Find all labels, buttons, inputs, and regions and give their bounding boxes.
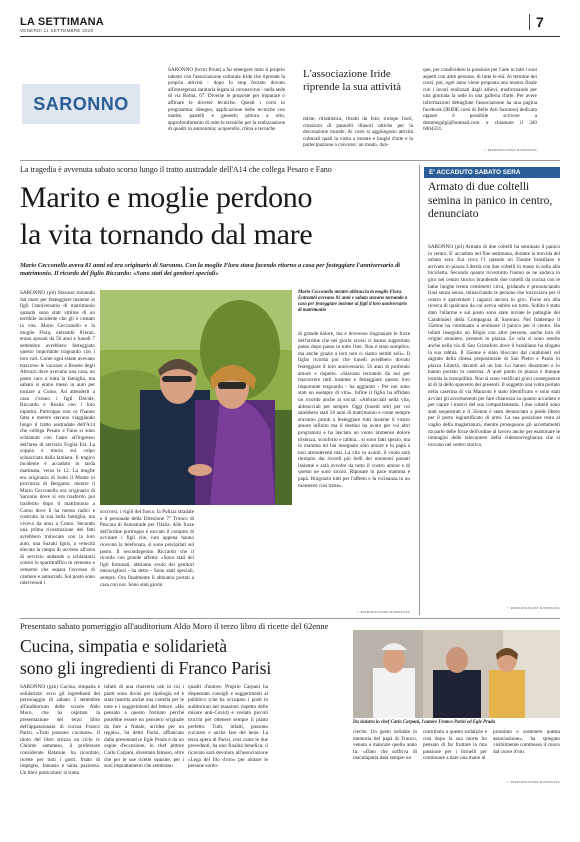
bottom-story-col5: contributo a questo sodalizio e così dopo la sua morte ho pensato di far fruttare la mia passione per i fornelli per continuare a dare una mano al: [423, 729, 487, 762]
main-story-col1: SARONNO (pil) Stavano tornando dal mare per festeggiare insieme ai figli l'anniversario di matrimonio quando sono stati vittime di un terribile incidente che gli è costato la vita. Mario Cecconello e la moglie Flora, entrambi 81enni, erano sposati da 56 anni e lunedì 7 settembre avrebbero festeggiato questo importante traguardo con i loro cari. Come ogni estate avevano trascorso le vacanze a Roseto degli Abruzzi dove avevano una casa, un posto caro a tutta la famiglia, ma sabato si erano messi in auto per tornare a Como. Ad attenderli a casa c'erano i figli Davide, Riccardo e Rosita con i loro nipotini. Purtroppo non ce l'hanno fatta e mentre stavano viaggiando lungo il tratto austradale dell'A14 che collega Pesaro e Fano si sono schiantati con l'auto all'ingresso dell'area di servizio Foglia Est. La coppia è morta sul colpo schiacciata dalla lamiera. Il tragico incidente è accaduto in tarda mattinata, verso le 12. La moglie era originaria di Sotto il Monte in provincia di Bergamo, mentre il Mario Cecconello era originario di Saronno dove si era trasferito poi trasferito dopo il matrimonio a Como dove li ha messo radici e costruito la sua bella famiglia, ma viveva da anni a Como. Secondo una prima ricostruzione dei fatti avrebbero trubocato con la loro auto, una Suzuki Ignis, a velocità elevata la rampa di accesso all'area di servizio andando a schiantarsi contro lo spartitraffico in cemento e cemento che separa l'accesso di cantiere e autostradi. Sul posto sono intervenuti i: [20, 290, 95, 587]
bottom-story-col4: cieche. Un gesto solidale in memoria del papà di Franco, venuto a mancare quello anno fa: «Dato che soffriva di maculopatia data sempre un: [353, 729, 417, 762]
divider-vertical: [419, 165, 420, 615]
header-rule: [20, 36, 560, 37]
side-story-tag: E' ACCADUTO SABATO SERA: [424, 167, 560, 178]
bottom-story-headline-line2: sono gli ingredienti di Franco Parisi: [20, 658, 272, 678]
bottom-story-col6: prossimo e sostenere questa associazione», ha spiegato visibilmente commosso il cuoco dal cuore d'oro.: [493, 729, 560, 755]
chefs-photo-caption: Da sinistra lo chef Carlo Carpani, l'autore Franco Parisi ed Egle Prada: [353, 720, 496, 725]
page-number: 7: [536, 14, 544, 30]
newspaper-logo: LA SETTIMANA: [20, 16, 104, 28]
top-story-credit: © RIPRODUZIONE RISERVATA: [483, 148, 537, 152]
top-story-col2: miste; ritrattistica, ritratti da foto; trompe l'oeil, creazioni di pannelli illusori ottiche per la decorazione murale. Ai corsi si aggiungono attività culturali quali la visita a mostre e luoghi d'arte e la partecipazione a concorsi; un modo, dun-: [303, 116, 413, 149]
top-story-col1: SARONNO (bcm) Pronti a far emergere tutto il proprio talento con l'associazione culturale Iride che riprende la propria attività - dopo lo stop forzato dovuto all'emergenza sanitaria legata al coronavirus - nella sede di via Roma, 67. Diverse le proposte per imparare o affinare le diverse tecniche. Questi i corsi in programma: disegno, applicazione delle tecniche con matite, pastelli e gessetti; pittura a olio, approfondimento di tutte le tecniche per la realizzazione di quadri in autonomia; acquerello, china e tecniche: [168, 67, 285, 133]
main-story-kicker: La tragedia è avvenuta sabato scorso lungo il tratto austradale dell'A14 che collega Pesaro e Fano: [20, 165, 332, 174]
main-story-headline-line2: la vita tornando dal mare: [20, 218, 313, 251]
chefs-photo: [353, 630, 560, 718]
bottom-story-col2: infatti di una chiavetta usb in cui i piatti sono divisi per tipologia ed è stata inserita anche una cartella per le note e i suggerimenti del lettore. «Ho pensato a questo formato perché potrebbe essere un pensiero originale da fare a Natale, un'idea per un regalo», ha detto Parisi, affiancato dalla presentatrice Egle Prada e da un ospite d'eccezione, lo chef pittore Carlo Carpani, diventato famoso, oltre che per le sue ricette squisite, per i suoi impiattamenti che sembrano: [104, 684, 184, 770]
top-story-col3: que, per condividere la passione per l'arte in tutti i suoi aspetti con altre persone, di tutte le età. Al termine dei corsi, poi, ogni anno viene proposta una mostra finale con i lavori realizzati dagli allievi, trasformando per una giornata la sede in una galleria d'arte. Per avere informazioni dettagliate l'associazione ha una pagina facebook (IRIDE corsi di Belle Arti Saronno) dedicata oppure è possibile scrivere a demmegalgi@hotmail.com o chiamare il 340 6004331.: [423, 67, 537, 133]
section-tag-box: [22, 84, 140, 124]
divider-top: [20, 160, 560, 161]
side-story-text: SARONNO (pil) Armato di due coltelli ha seminato il panico in centro. E' accaduto nel fine settimana, durante la movida del sabato sera. Era circa l'1 quando un 35enne brasiliano è arrivato in piazza Libertà con due coltelli in mano in sella alla bicicletta. Secondo quanto ricostruito l'uomo se ne andava in giro nel centro storico brandendo due coltelli da cucina con le lame lunghe trenta centimetri circa, gridando e pronunciando frasi senza senso, minacciando le persone che incrociava per il centro e spaventare i ragazzi ancora in giro. Forse era alla ricerca di qualcuno da cui aveva subito un torto. Subito è stato dato l'allarme e sul posto sono state inviate le pattuglie dei Carabinieri della Compagnia di Saronno. Nel frattempo il 35enne ha continuato a seminare il panico per il centro. Ha infatti inseguito un Bilgio con altre persone, anche loro di origini straniere, presenti in piazza. Le urla si sono sentite anche nella via di San Cristoforo dove il brasiliano ha sfogato la sua rabbia. Il 35enne è stato bloccato dai carabinieri sul sagrato della chiesa prepositurale di San Pietro e Paolo in piazza Libertà, davanti ad un bar. Lo hanno disarmato e lo hanno portato in caserma. A quel punto in piazza è dunque tornata la tranquillità. Non si sono verificati gravi conseguenze al di là dello spavento dei presenti. Il soggetto una volta portato nella caserma di via Manzoni è stato identificato e sono stati avviati gli accertamenti per fare chiarezza su quanto accaduto e per capire i motivi del suo comportamento. I due coltelli sono stati sequestrati e il 35enne è stato denunciato a piede libero per il porto ingiustificato di armi. La sua posizione resta al vaglio della magistratura, mentre proseguono gli accertamenti da parte delle forze dell'ordine al lavoro anche per esaminare le immagini delle telecamere della videosorveglianza che si trovano nel centro storico.: [428, 244, 560, 448]
bottom-story-col1: SARONNO (gzn) Cucina, simpatia e solidarietà: ecco gli ingredienti del personaggio di sabato 5 settembre all'auditorium delle scuole Aldo Moro, che ha ospitato la presentazione del terzo libro dell'appassionato di cucina Franco Parisi. «Tutti possono cucinare». Il titolo del libro strizza un ciclo tv Chiome sammeso, il professore considerate Ratatuie, ha ricordato, ricette per tutti i gusti, frutto di impegno, fantasia e tanta pazienza. Un libro particolare: si tratta: [20, 684, 100, 776]
bottom-story-credit: © RIPRODUZIONE RISERVATA: [506, 780, 560, 784]
page-number-divider: [529, 14, 530, 30]
section-tag: SARONNO: [33, 94, 129, 114]
couple-photo-caption: Mario Cecconello mentre abbraccia la moglie Flora. Entrambi avevano 81 anni e sabato stavano tornando a casa per festeggiare insieme ai figli il loro anniversario di matrimonio: [298, 290, 408, 313]
bottom-story-headline-line1: Cucina, simpatia e solidarietà: [20, 636, 228, 656]
top-story-headline: L'associazione Iride riprende la sua attività: [303, 68, 402, 93]
divider-bottom: [20, 618, 560, 619]
side-story-headline: Armato di due coltelli semina in panico in centro, denunciato: [428, 181, 553, 220]
main-story-credit: © RIPRODUZIONE RISERVATA: [356, 610, 410, 614]
bottom-story-col3: quadri d'autore. Proprio Carpani ha dispensato consigli e suggerimenti al pubblico (che ha occupato i posti in auditorium nel massimo rispetto delle misure anti-Covid) e svelato piccoli trucchi per ottenere sempre il piatto perfetto. Tutti, infatti, possono cucinare e anche fare del bene. La terza opera di Parisi, così come le due precedenti, ha uno finalità benefica: il ricavato sarà devoluto all'associazione «Lega del filo d'oro» per aiutare le persone sordo-: [188, 684, 268, 770]
main-story-col2: soccorsi, i vigili del fuoco, la Polizia stradale e il personale della Direzione 7° Tronco di Pescara di Autostrade per l'Italia. Alle forze dell'ordine purtroppo è toccato il compito di avvisare i figli che, non appena hanno ricevuto la telefonata, si sono precipitati sul posto. Il secondogenito Riccardo che il ricordo con grande affetto: «Sono stati dei figli fortunati, abbiamo avuto dei genitori meravigliosi - ha detto - Sono stati speciali, sempre. Ora finalmente li abbiamo portati a casa con noi. Sono stati giorni: [100, 509, 194, 588]
main-story-col3: di grande dolore, ma è doveroso ringraziare le forze dell'ordine che nei giorni scorsi ci hanno supportato passo dopo passo in tutto l'iter. Non è stato semplice, ma anche grazie a loro non ci siamo sentiti soli». Il figlio ricorda poi che lunedì avrebbero dovuto festeggiare il loro anniversario. 56 anni di profondo amore e rispetto. «Stavano tornando da noi per trascorrere tutti insieme e festeggiare questo loro importante traguardo - ha aggiunto - Per noi sono stati un esempio di vita». Infine il figlio ha affidato un ricordo anche ai social: «Abbracciali nella vita, abbracciali per sempre. Oggi (lunedì ndr) per voi sarebbero stati 56 anni di matrimonio e come sempre eravamo pronti a festeggiare tutti insieme il vostro amore infinito ma il destino ha avuto per voi altri programmi e ha lasciato un vuoto immenso dolore tristezza, sconforto e rabbia... si sono fatti spezio, ma io mamma mi hai insegnato solo amore e tu papà a non arrenderemi mai. La vita va avanti, il vuoto sarà riempito dai ricordi più belli dei momenti passati insieme e sarà avvolto da tutto il vostro amore e di questo ne sono sicuro. Riposate in pace mamma e papà. Ringrazio tutti per l'affetto e la vicinanza in un momento così triste».: [298, 331, 410, 489]
main-story-headline-line1: Marito e moglie perdono: [20, 181, 313, 214]
bottom-story-kicker: Presentato sabato pomeriggio all'auditorium Aldo Moro il terzo libro di ricette del 62enne: [20, 621, 329, 631]
couple-photo: [100, 290, 292, 505]
issue-date: VENERDÌ 11 SETTEMBRE 2020: [20, 28, 94, 33]
side-story-credit: © RIPRODUZIONE RISERVATA: [506, 606, 560, 610]
main-story-standfirst: Mario Cecconello aveva 81 anni ed era originario di Saronno. Con la moglie Flora stava facendo ritorno a casa per festeggiare l'anniversario di matrimonio. Il ricordo del figlio Riccardo: «Sono stati dei genitori speciali»: [20, 262, 401, 278]
